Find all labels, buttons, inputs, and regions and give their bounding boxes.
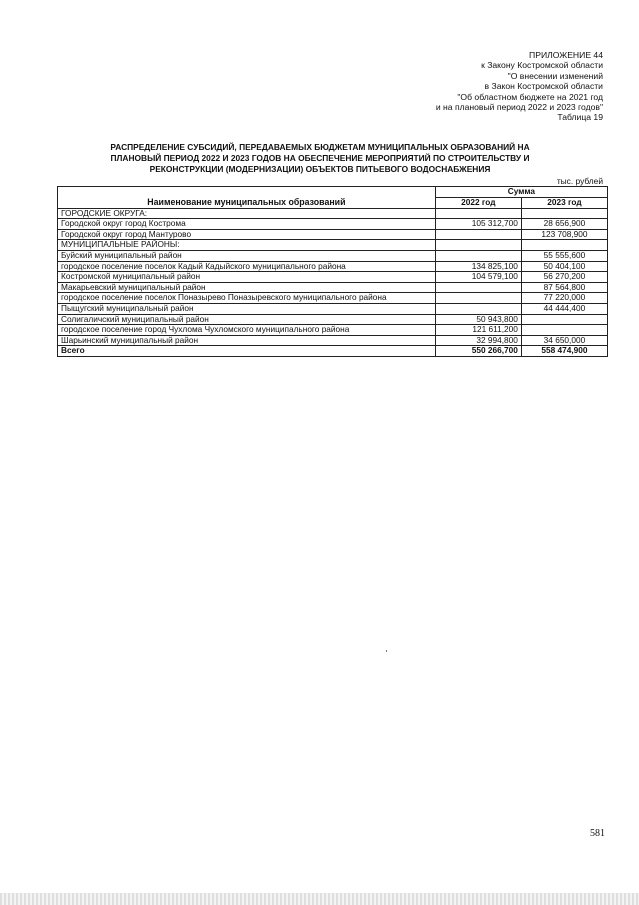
row-value-2023: 50 404,100 — [521, 261, 607, 272]
row-name: Пыщугский муниципальный район — [58, 303, 436, 314]
table-row — [58, 325, 608, 336]
header-line: "О внесении изменений — [507, 70, 603, 81]
table-row — [58, 335, 608, 346]
column-header-name: Наименование муниципальных образований — [58, 187, 436, 209]
column-header-sum: Сумма — [435, 187, 607, 198]
table-row — [58, 219, 608, 230]
row-name: городское поселение поселок Кадый Кадыйского муниципального района — [58, 261, 436, 272]
table-row — [58, 250, 608, 261]
header-line: к Закону Костромской области — [481, 60, 603, 71]
header-line: Таблица 19 — [557, 112, 603, 123]
table-row — [58, 261, 608, 272]
row-name: Костромской муниципальный район — [58, 272, 436, 283]
table-row — [58, 293, 608, 304]
row-value-2022: 32 994,800 — [435, 335, 521, 346]
header-line: "Об областном бюджете на 2021 год — [457, 91, 603, 102]
table-row — [58, 272, 608, 283]
row-value-2022 — [435, 250, 521, 261]
total-label: Всего — [58, 346, 436, 357]
row-value-2022 — [435, 303, 521, 314]
column-header-2023: 2023 год — [521, 198, 607, 209]
header-line: в Закон Костромской области — [484, 81, 603, 92]
row-name: Солигаличский муниципальный район — [58, 314, 436, 325]
row-name: городское поселение город Чухлома Чухломского муниципального района — [58, 325, 436, 336]
appendix-header — [436, 50, 603, 123]
row-name: Шарьинский муниципальный район — [58, 335, 436, 346]
row-value-2022: 50 943,800 — [435, 314, 521, 325]
row-value-2023 — [521, 325, 607, 336]
row-name: МУНИЦИПАЛЬНЫЕ РАЙОНЫ: — [58, 240, 436, 251]
title-line: РАСПРЕДЕЛЕНИЕ СУБСИДИЙ, ПЕРЕДАВАЕМЫХ БЮДЖЕТАМ МУНИЦИПАЛЬНЫХ ОБРАЗОВАНИЙ НА — [110, 142, 530, 152]
total-value-2023: 558 474,900 — [521, 346, 607, 357]
column-header-2022: 2022 год — [435, 198, 521, 209]
row-value-2022 — [435, 208, 521, 219]
header-line: ПРИЛОЖЕНИЕ 44 — [529, 50, 603, 60]
row-value-2023: 44 444,400 — [521, 303, 607, 314]
row-name: ГОРОДСКИЕ ОКРУГА: — [58, 208, 436, 219]
row-name: Буйский муниципальный район — [58, 250, 436, 261]
row-value-2023: 28 656,900 — [521, 219, 607, 230]
row-value-2022 — [435, 293, 521, 304]
row-name: Городской округ город Мантурово — [58, 229, 436, 240]
table-row — [58, 314, 608, 325]
row-value-2023 — [521, 314, 607, 325]
table-row — [58, 240, 608, 251]
table-row — [58, 303, 608, 314]
row-value-2023 — [521, 240, 607, 251]
row-value-2022: 121 611,200 — [435, 325, 521, 336]
row-value-2022: 104 579,100 — [435, 272, 521, 283]
total-value-2022: 550 266,700 — [435, 346, 521, 357]
row-value-2022 — [435, 282, 521, 293]
units-label: тыс. рублей — [556, 176, 603, 186]
table-row — [58, 282, 608, 293]
row-name: городское поселение поселок Поназырево Поназыревского муниципального района — [58, 293, 436, 304]
total-row — [58, 346, 608, 357]
row-value-2023: 56 270,200 — [521, 272, 607, 283]
table-row — [58, 208, 608, 219]
row-value-2023: 87 564,800 — [521, 282, 607, 293]
row-value-2023: 123 708,900 — [521, 229, 607, 240]
page-number: 581 — [590, 828, 605, 839]
subsidy-table — [57, 186, 608, 357]
row-value-2022 — [435, 240, 521, 251]
title-line: РЕКОНСТРУКЦИИ (МОДЕРНИЗАЦИИ) ОБЪЕКТОВ ПИТЬЕВОГО ВОДОСНАБЖЕНИЯ — [149, 164, 491, 174]
row-value-2022: 134 825,100 — [435, 261, 521, 272]
row-value-2023: 55 555,600 — [521, 250, 607, 261]
scan-edge-strip — [0, 893, 639, 905]
row-value-2023: 34 650,000 — [521, 335, 607, 346]
row-value-2023: 77 220,000 — [521, 293, 607, 304]
row-name: Макарьевский муниципальный район — [58, 282, 436, 293]
scan-speck — [386, 650, 387, 652]
row-value-2023 — [521, 208, 607, 219]
title-line: ПЛАНОВЫЙ ПЕРИОД 2022 И 2023 ГОДОВ НА ОБЕСПЕЧЕНИЕ МЕРОПРИЯТИЙ ПО СТРОИТЕЛЬСТВУ И — [110, 153, 530, 163]
header-line: и на плановый период 2022 и 2023 годов" — [435, 102, 603, 113]
row-name: Городской округ город Кострома — [58, 219, 436, 230]
row-value-2022 — [435, 229, 521, 240]
row-value-2022: 105 312,700 — [435, 219, 521, 230]
document-title — [60, 142, 580, 175]
